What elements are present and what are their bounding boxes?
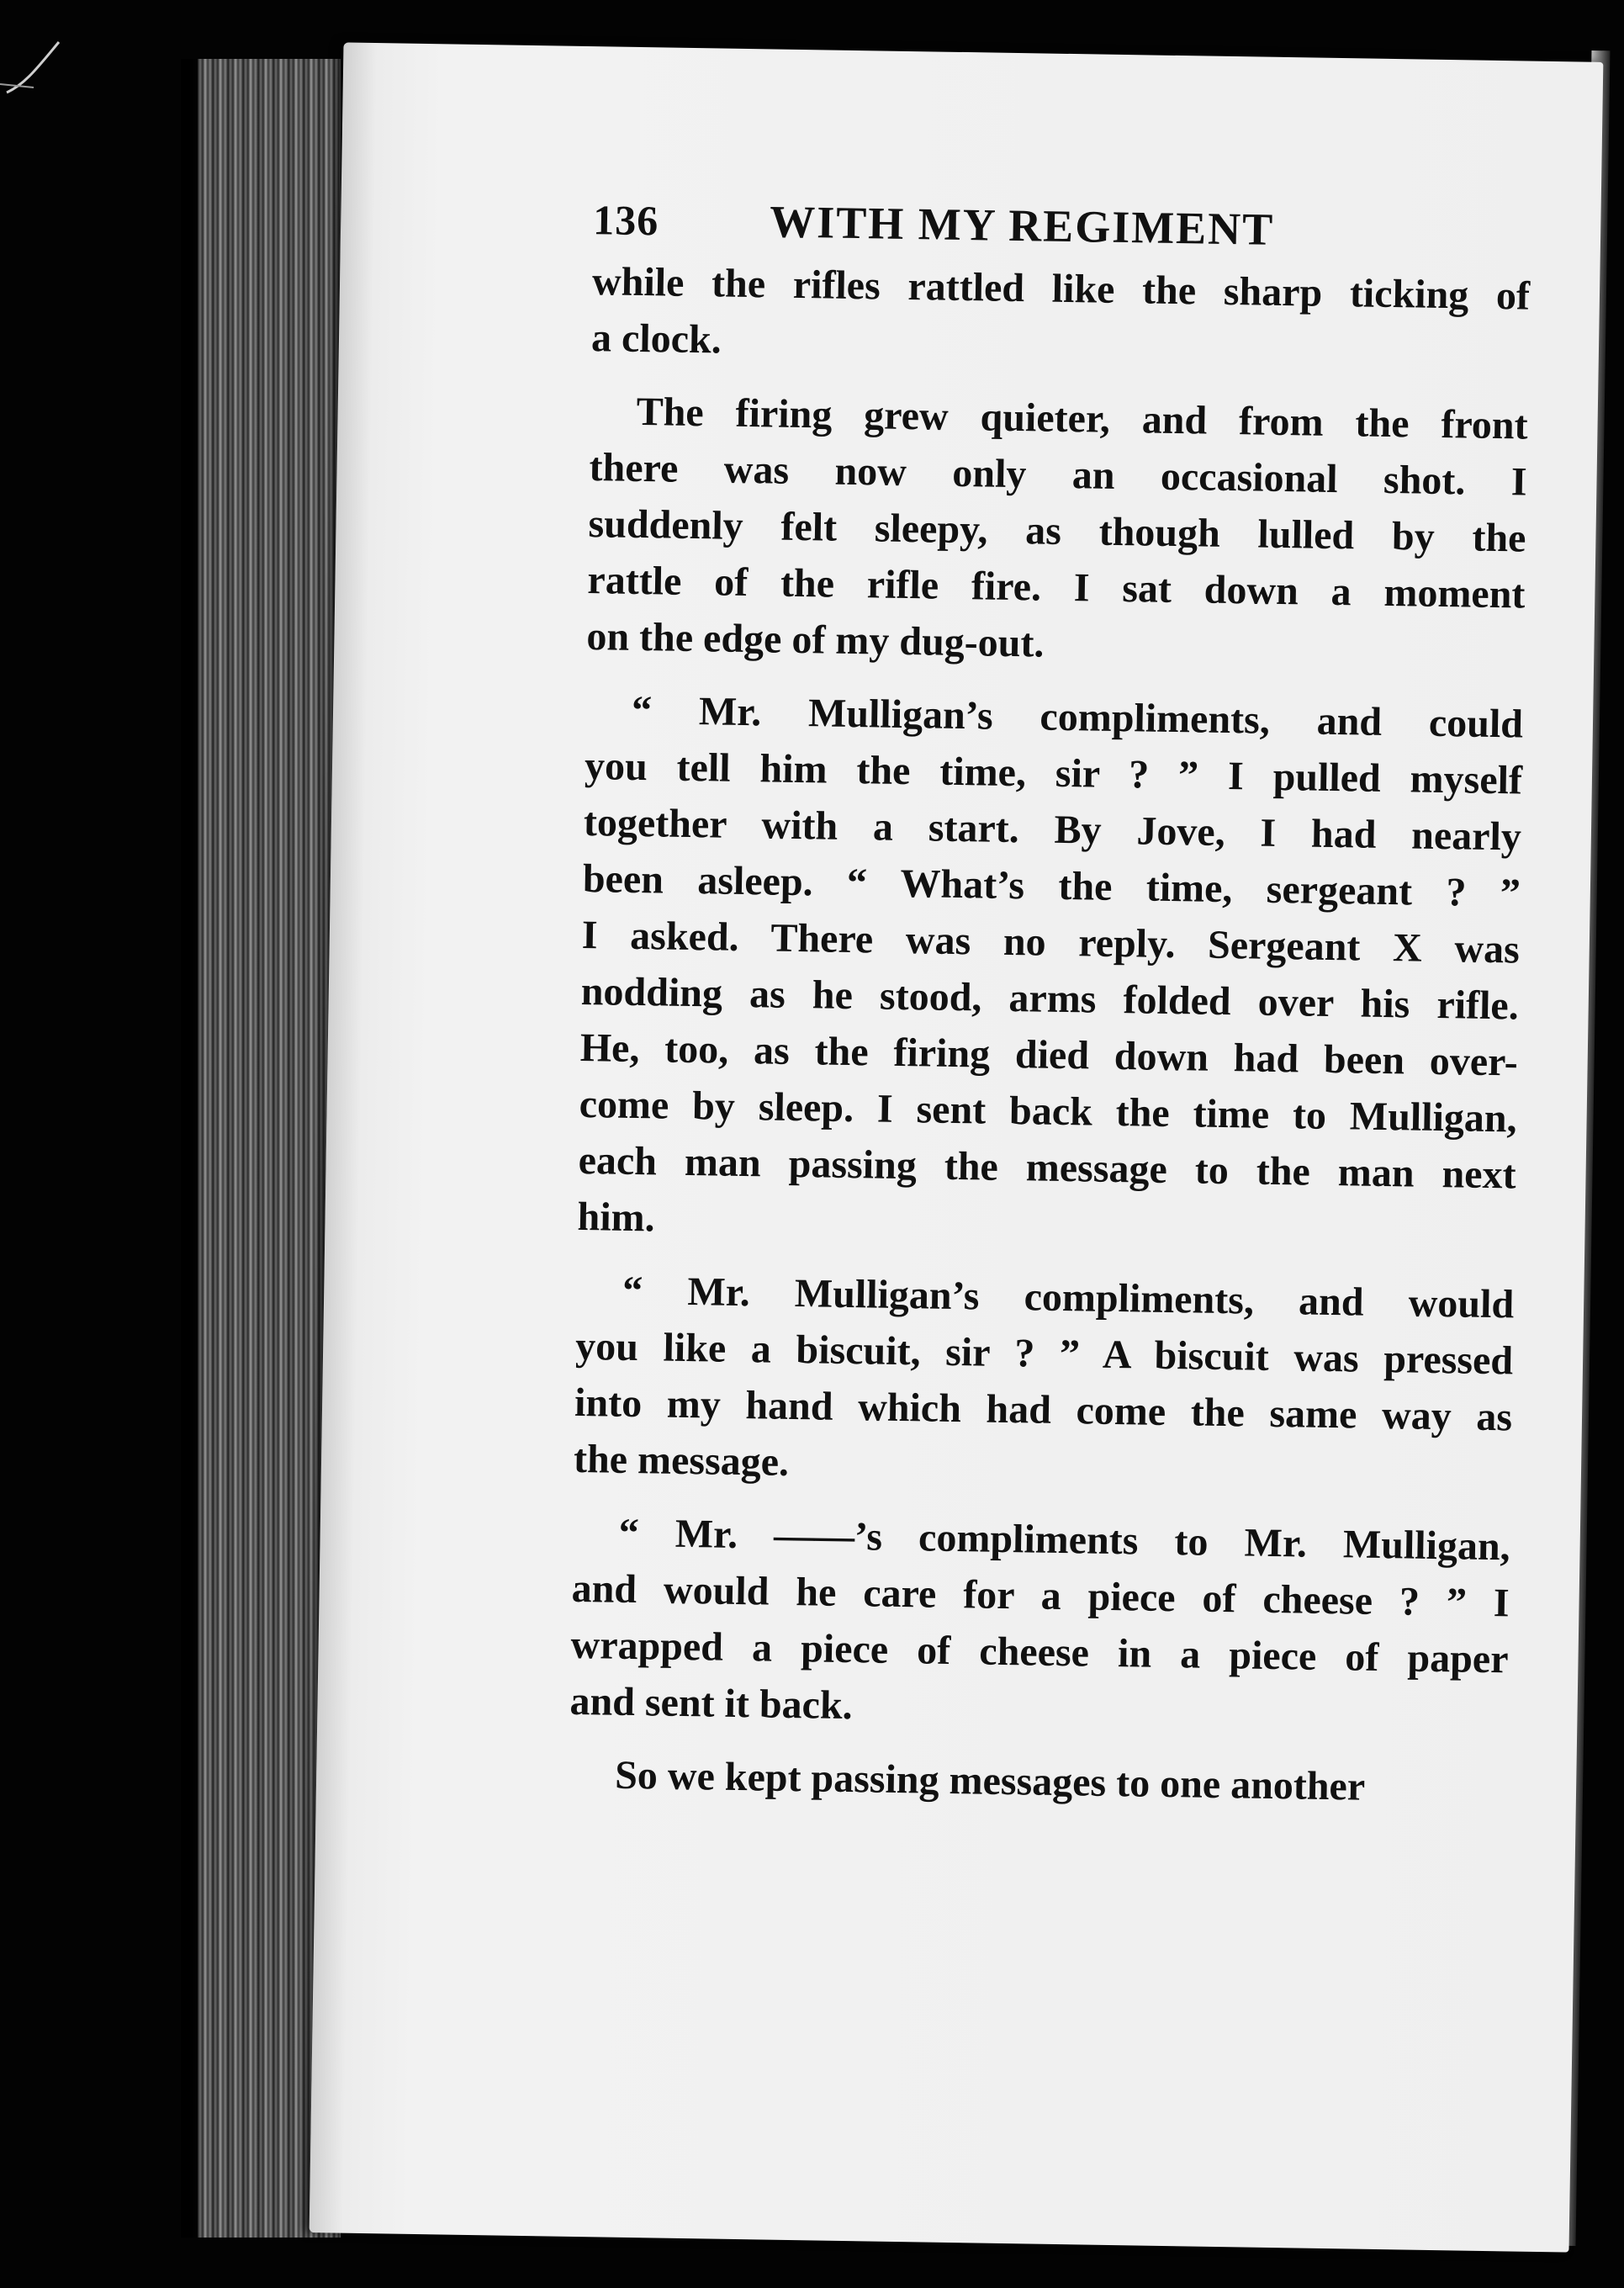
text-line: him. — [577, 1194, 656, 1241]
paragraph-6 — [569, 1746, 1507, 1818]
text-line: nodding as he stood, arms folded over his rifle. — [580, 968, 1520, 1029]
text-line: and sent it back. — [569, 1678, 854, 1729]
book-page — [309, 42, 1604, 2252]
text-line: while the rifles rattled like the sharp ticking of — [591, 259, 1531, 319]
page-number: 136 — [592, 196, 659, 245]
running-title: WITH MY REGIMENT — [769, 196, 1275, 255]
text-line: the message. — [573, 1436, 790, 1485]
pen-stroke-mark — [0, 34, 76, 101]
text-line: on the edge of my dug-out. — [586, 614, 1045, 666]
text-line: you tell him the time, sir ? ” I pulled myself — [584, 744, 1523, 803]
text-line: together with a start. By Jove, I had nearly — [583, 799, 1522, 860]
text-line: there was now only an occasional shot. I — [589, 445, 1527, 505]
text-line: The firing grew quieter, and from the front — [636, 389, 1528, 448]
text-line: He, too, as the firing died down had been over- — [579, 1025, 1519, 1085]
text-line: you like a biscuit, sir ? ” A biscuit was pressed — [574, 1323, 1514, 1384]
paragraph-4 — [574, 1262, 1515, 1502]
paragraph-2 — [586, 383, 1528, 679]
page-text — [568, 191, 1531, 1834]
text-line: wrapped a piece of cheese in a piece of paper — [570, 1622, 1509, 1682]
text-line: rattle of the rifle fire. I sat down a moment — [587, 558, 1526, 617]
text-line: and would he care for a piece of cheese ? ” I — [571, 1565, 1510, 1626]
paragraph-3 — [577, 681, 1523, 1259]
text-line: each man passing the message to the man next — [578, 1137, 1516, 1198]
text-line: “ Mr. Mulligan’s compliments, and could — [631, 687, 1524, 747]
text-line: “ Mr. ——’s compliments to Mr. Mulligan, — [618, 1510, 1511, 1570]
paragraph-5 — [569, 1504, 1510, 1744]
text-line: into my hand which had come the same way as — [574, 1380, 1513, 1440]
text-line: “ Mr. Mulligan’s compliments, and would — [622, 1268, 1515, 1327]
text-line: been asleep. “ What’s the time, sergeant ? ” — [582, 855, 1521, 916]
text-line: suddenly felt sleepy, as though lulled by the — [588, 501, 1526, 561]
text-line: So we kept passing messages to one another — [614, 1752, 1366, 1809]
paragraph-1 — [591, 253, 1531, 380]
text-line: come by sleep. I sent back the time to Mulligan, — [579, 1081, 1518, 1141]
text-line: a clock. — [590, 315, 722, 363]
text-line: I asked. There was no reply. Sergeant X was — [581, 912, 1521, 972]
